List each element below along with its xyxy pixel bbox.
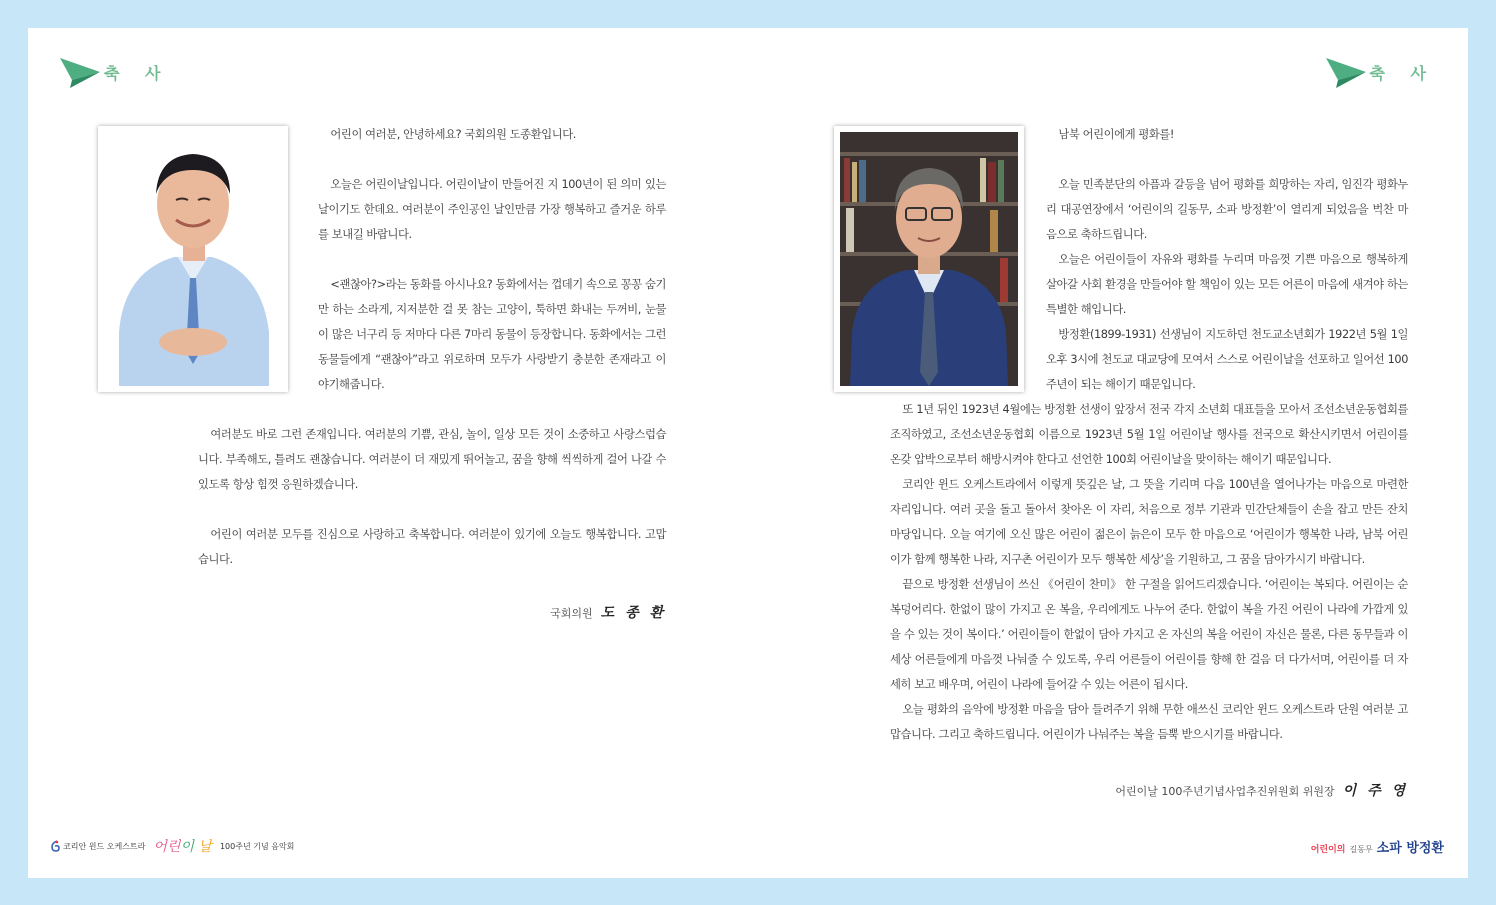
signature-name: 도 종 환 [600,605,666,621]
event-logo: 어린이 날 [153,839,212,855]
paragraph: 어린이 여러분, 안녕하세요? 국회의원 도종환입니다. [330,128,576,141]
paragraph: 어린이 여러분 모두를 진심으로 사랑하고 축복합니다. 여러분이 있기에 오늘도 행복합니다. 고맙습니다. [198,528,666,566]
paragraph: 남북 어린이에게 평화를! [1058,128,1175,141]
orchestra-name: 코리안 윈드 오케스트라 [63,841,146,851]
paragraph: 오늘은 어린이들이 자유와 평화를 누리며 마음껏 기쁜 마음으로 행복하게 살아갈 사회 환경을 만들어야 할 책임이 있는 모든 어른이 마음에 새겨야 하는 특별한 해입니다. [1046,253,1408,316]
footer-right-logo [1311,837,1444,856]
left-signature [388,602,666,622]
right-signature [968,780,1408,800]
paragraph: 코리안 윈드 오케스트라에서 이렇게 뜻깊은 날, 그 뜻을 기리며 다음 100년을 열어나가는 마음으로 마련한 자리입니다. 여러 곳을 돌고 돌아서 찾아온 이 자리, 처음으로 정부 기관과 민간단체들이 손을 잡고 만든 잔치 마당입니다. 오늘 여기에 오신 많은 어린이 젊은이 늙은이 모두 한 마음으로 ‘어린이가 행복한 나라, 남북 어린이가 함께 행복한 나라, 지구촌 어린이가 모두 행복한 세상’을 기원하고, 그 꿈을 담아가시기 바랍니다. [890,478,1408,566]
footer-left-logo [50,836,294,856]
paragraph: 방정환(1899-1931) 선생님이 지도하던 천도교소년회가 1922년 5월 1일 오후 3시에 천도교 대교당에 모여서 스스로 어린이날을 선포하고 일어선 100주년이 되는 해이기 때문입니다. [1046,328,1408,391]
footer-word: 어린이의 [1310,845,1346,855]
signature-title: 국회의원 [550,607,593,620]
signature-title: 어린이날 100주년기념사업추진위원회 위원장 [1115,785,1335,798]
paper-plane-icon [58,54,102,90]
footer-title: 소파 방정환 [1376,841,1444,856]
left-header [58,54,170,90]
event-title: 100주년 기념 음악회 [219,841,295,851]
paragraph: 여러분도 바로 그런 존재입니다. 여러분의 기쁨, 관심, 놀이, 일상 모든 것이 소중하고 사랑스럽습니다. 부족해도, 틀려도 괜찮습니다. 여러분이 더 재밌게 뛰어놀고, 꿈을 향해 씩씩하게 걸어 나갈 수 있도록 항상 힘껏 응원하겠습니다. [198,428,666,491]
paragraph: <괜찮아?>라는 동화를 아시나요? 동화에서는 껍데기 속으로 꽁꽁 숨기만 하는 소라게, 지저분한 걸 못 참는 고양이, 툭하면 화내는 두꺼비, 눈물이 많은 너구리 등 저마다 다른 7마리 동물이 등장합니다. 동화에서는 그런 동물들에게 “괜찮아”라고 위로하며 모두가 사랑받기 충분한 존재라고 이야기해줍니다. [318,278,666,391]
paragraph: 또 1년 뒤인 1923년 4월에는 방정환 선생이 앞장서 전국 각지 소년회 대표들을 모아서 조선소년운동협회를 조직하였고, 조선소년운동협회 이름으로 1923년 5월 1일 어린이날 행사를 전국으로 확산시키면서 어린이를 온갖 압박으로부터 해방시켜야 한다고 선언한 100회 어린이날을 맞이하는 해이기 때문입니다. [890,403,1408,466]
paper-plane-icon [1324,54,1368,90]
paragraph: 오늘은 어린이날입니다. 어린이날이 만들어진 지 100년이 된 의미 있는 날이기도 한데요. 여러분이 주인공인 날인만큼 가장 행복하고 즐거운 하루를 보내길 바랍니다. [318,178,666,241]
right-header [1324,54,1436,90]
signature-name: 이 주 영 [1342,783,1408,799]
paragraph: 오늘 평화의 음악에 방정환 마음을 담아 들려주기 위해 무한 애쓰신 코리안 윈드 오케스트라 단원 여러분 고맙습니다. 그리고 축하드립니다. 어린이가 나눠주는 복을 듬뿍 받으시기를 바랍니다. [890,703,1408,741]
right-text [890,122,1408,747]
document-spread [28,28,1468,878]
left-text [198,122,666,572]
orchestra-logo-icon [50,840,60,852]
header-title: 축 사 [104,63,171,83]
paragraph: 끝으로 방정환 선생님이 쓰신 《어린이 찬미》 한 구절을 읽어드리겠습니다. ‘어린이는 복되다. 어린이는 순 복덩어리다. 한없이 많이 가지고 온 복을, 우리에게도 나누어 준다. 한없이 복을 가진 어린이 나라에 가깝게 있을 수 있는 것이 복이다.’ 어린이들이 한없이 담아 가지고 온 자신의 복을 어린이 자신은 물론, 다른 동무들과 이 세상 어른들에게 마음껏 나눠줄 수 있도록, 우리 어른들이 어린이를 향해 한 걸음 더 다가서며, 어린이를 더 자세히 보고 배우며, 어린이 나라에 들어갈 수 있는 어른이 됩시다. [890,578,1408,691]
paragraph: 오늘 민족분단의 아픔과 갈등을 넘어 평화를 희망하는 자리, 임진각 평화누리 대공연장에서 ‘어린이의 길동무, 소파 방정환’이 열리게 되었음을 벅찬 마음으로 축하드립니다. [1046,178,1408,241]
footer-word: 길동무 [1349,845,1373,854]
header-title: 축 사 [1369,63,1436,83]
